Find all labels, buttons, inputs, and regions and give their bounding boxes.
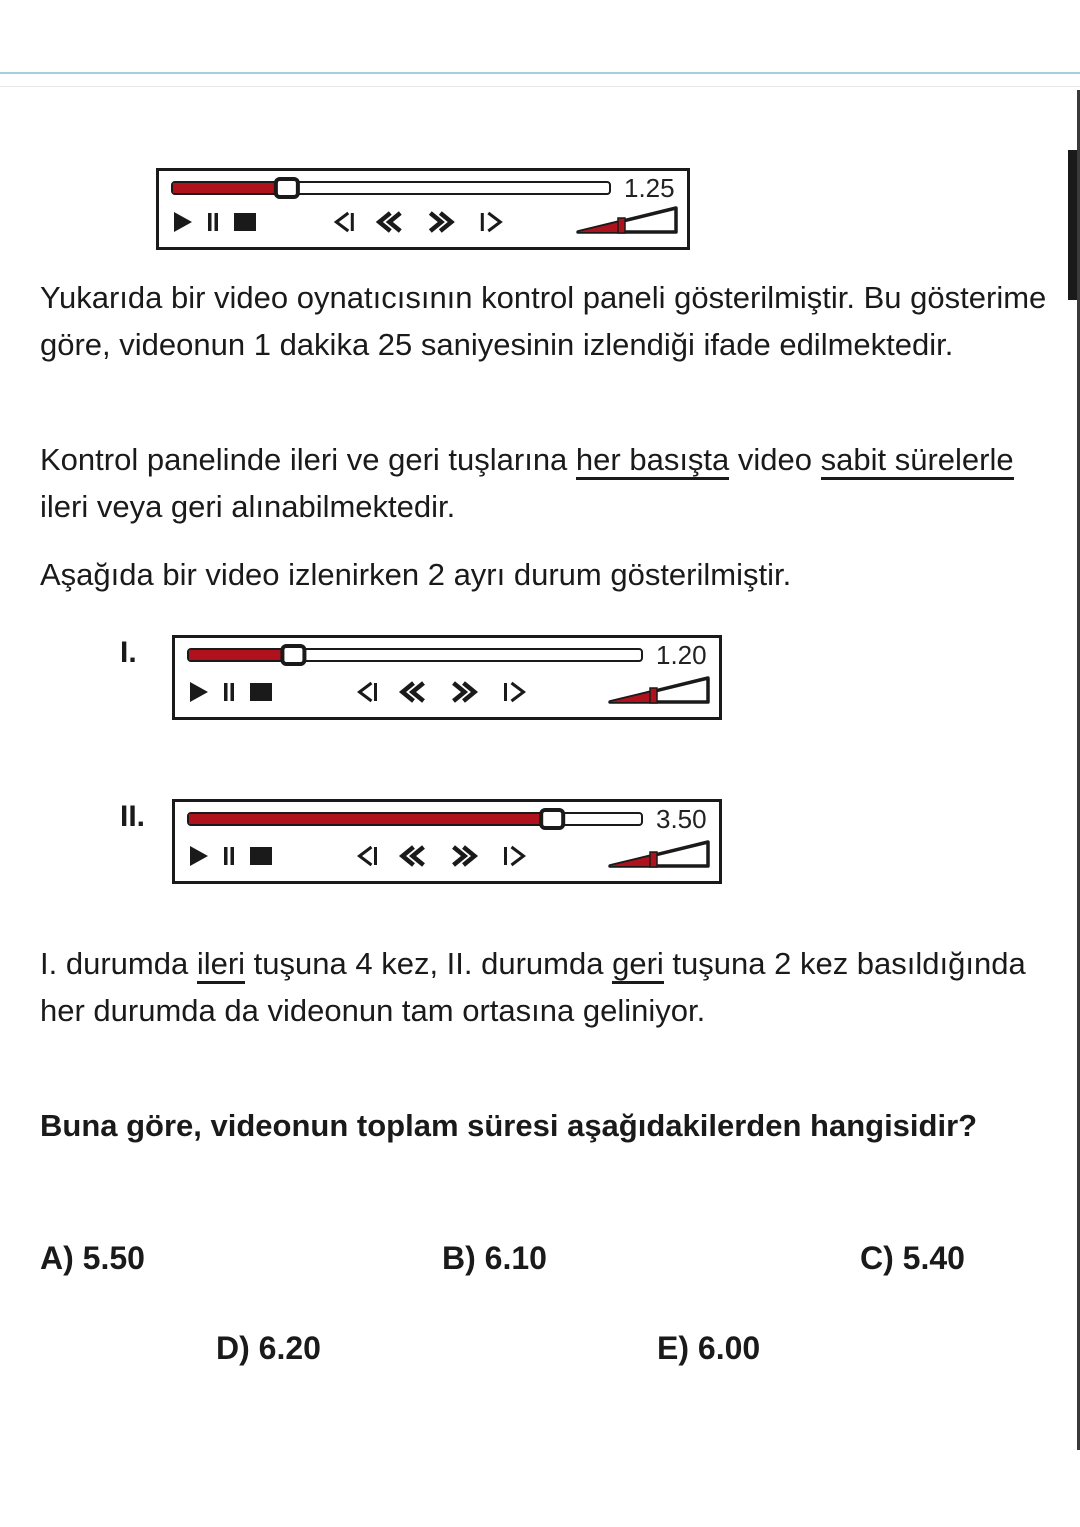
question-text: Buna göre, videonun toplam süresi aşağıdakilerden hangisidir? xyxy=(40,1108,978,1143)
paragraph-intro: Yukarıda bir video oynatıcısının kontrol paneli gösterilmiştir. Bu gösterime göre, videonun 1 dakika 25 saniyesinin izlendiği ifade edilmektedir. xyxy=(40,280,1047,362)
paragraph-cases-text-1: I. durumda xyxy=(40,946,197,981)
option-a[interactable] xyxy=(40,1240,145,1277)
option-e[interactable] xyxy=(657,1330,760,1367)
top-divider xyxy=(0,86,1080,87)
option-c-value: 5.40 xyxy=(902,1240,965,1276)
cropped-edge-glyph xyxy=(1068,150,1080,300)
pause-icon[interactable] xyxy=(224,847,228,865)
paragraph-controls-text-1: Kontrol panelinde ileri ve geri tuşlarına xyxy=(40,442,576,477)
pause-icon[interactable] xyxy=(224,683,228,701)
option-d[interactable] xyxy=(216,1330,321,1367)
paragraph-cases-intro: Aşağıda bir video izlenirken 2 ayrı durum gösterilmiştir. xyxy=(40,557,792,592)
progress-fill xyxy=(189,650,293,660)
case-1-video-player xyxy=(172,635,722,720)
paragraph-cases-text-3: tuşuna 2 kez basıldığında her durumda da videonun tam ortasına geliniyor. xyxy=(40,946,1026,1028)
case-1-label: I. xyxy=(120,636,137,669)
paragraph-controls xyxy=(40,436,1050,530)
volume-thumb[interactable] xyxy=(650,688,657,703)
paragraph-controls-text-3: ileri veya geri alınabilmektedir. xyxy=(40,489,456,524)
progress-thumb[interactable] xyxy=(276,179,298,197)
underlined-geri: geri xyxy=(612,946,664,984)
paragraph-cases-detail xyxy=(40,940,1050,1034)
stop-icon[interactable] xyxy=(250,847,272,865)
volume-thumb[interactable] xyxy=(618,218,625,233)
option-a-value: 5.50 xyxy=(82,1240,145,1276)
time-label: 3.50 xyxy=(656,804,707,834)
option-b-value: 6.10 xyxy=(484,1240,547,1276)
stop-icon[interactable] xyxy=(250,683,272,701)
paragraph-cases-text-2: tuşuna 4 kez, II. durumda xyxy=(245,946,613,981)
option-d-value: 6.20 xyxy=(258,1330,321,1366)
paragraph-controls-text-2: video xyxy=(729,442,821,477)
progress-thumb[interactable] xyxy=(541,810,563,828)
option-e-letter: E) xyxy=(657,1330,689,1366)
stop-icon[interactable] xyxy=(234,213,256,231)
option-b[interactable] xyxy=(442,1240,547,1277)
progress-thumb[interactable] xyxy=(282,646,304,664)
intro-video-player xyxy=(156,168,690,250)
case-2-video-player xyxy=(172,799,722,884)
option-d-letter: D) xyxy=(216,1330,250,1366)
case-2-label: II. xyxy=(120,800,146,833)
option-c[interactable] xyxy=(860,1240,965,1277)
pause-icon[interactable] xyxy=(208,213,212,231)
underlined-sabit-surelerle: sabit sürelerle xyxy=(821,442,1014,480)
top-border-line xyxy=(0,72,1080,74)
volume-thumb[interactable] xyxy=(650,852,657,867)
progress-fill xyxy=(189,814,552,824)
underlined-her-basista: her basışta xyxy=(576,442,729,480)
time-label: 1.25 xyxy=(624,173,675,203)
option-c-letter: C) xyxy=(860,1240,894,1276)
progress-fill xyxy=(173,183,287,193)
time-label: 1.20 xyxy=(656,640,707,670)
option-a-letter: A) xyxy=(40,1240,74,1276)
option-b-letter: B) xyxy=(442,1240,476,1276)
option-e-value: 6.00 xyxy=(697,1330,761,1366)
underlined-ileri: ileri xyxy=(197,946,245,984)
